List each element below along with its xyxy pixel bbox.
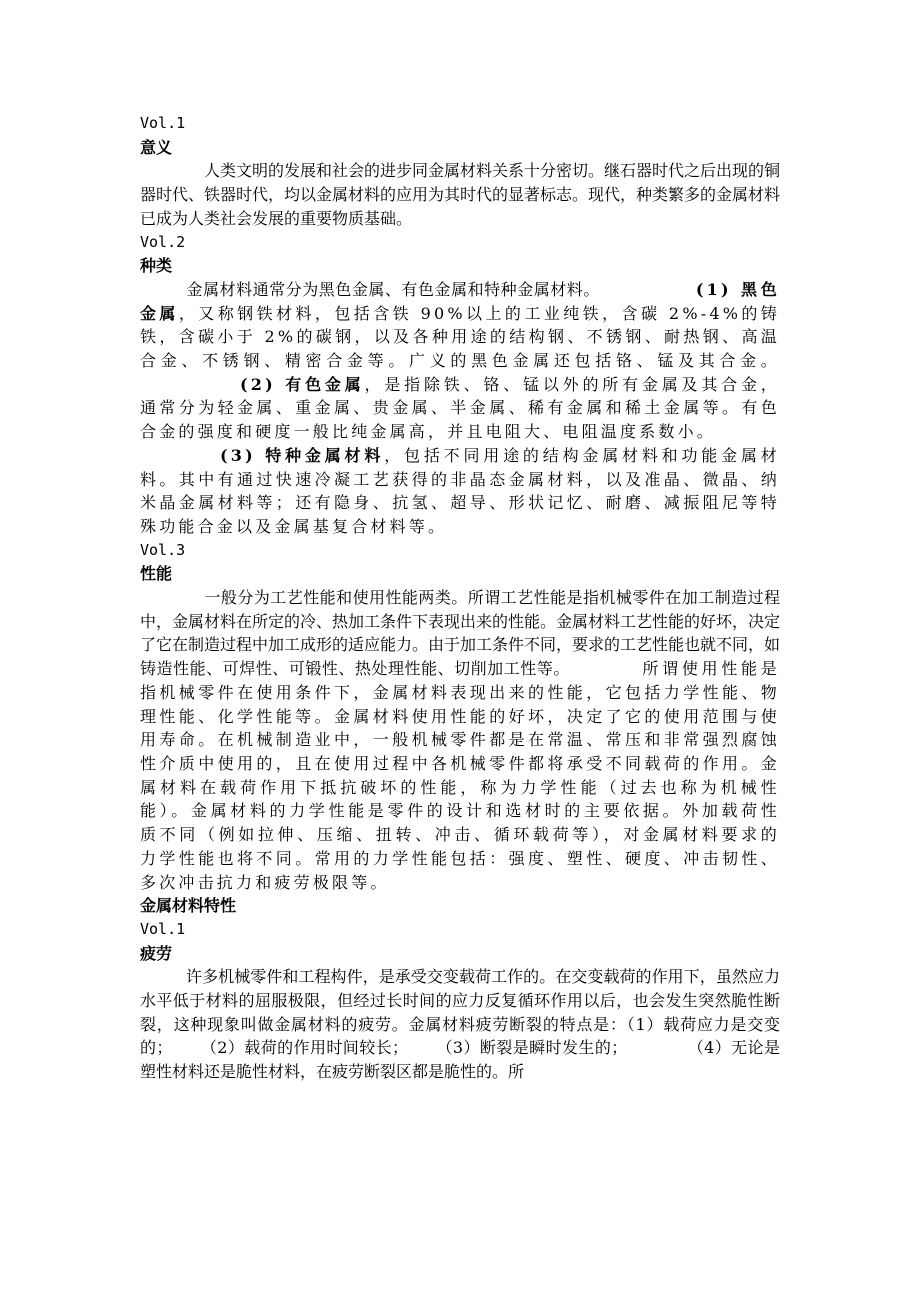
- section-heading: 金属材料特性: [140, 896, 237, 916]
- term: (3) 特种金属材料: [220, 445, 385, 465]
- paragraph: [140, 586, 780, 894]
- term: (1) 黑色金属: [140, 279, 780, 323]
- paragraph-text: 许多机械零件和工程构件，是承受交变载荷工作的。在交变载荷的作用下，虽然应力水平低于材料的屈服极限，但经过长时间的应力反复循环作用以后，也会发生突然脆性断裂，这种现象叫做金属材料的疲劳。金属材料疲劳断裂的特点是：: [140, 967, 780, 1034]
- section-title: 性能: [140, 564, 173, 584]
- paragraph: [140, 444, 780, 539]
- document-body: [140, 112, 780, 1084]
- list-item: （2）载荷的作用时间较长；: [200, 1038, 409, 1058]
- paragraph-text: ，包括不同用途的结构金属材料和功能金属材料。其中有通过快速冷凝工艺获得的非晶态金属材料，以及准晶、微晶、纳米晶金属材料等；还有隐身、抗氢、超导、形状记忆、耐磨、减振阻尼等特殊功能合金以及金属基复合材料等。: [140, 445, 780, 536]
- paragraph: [140, 278, 780, 444]
- paragraph-text: 所谓使用性能是指机械零件在使用条件下，金属材料表现出来的性能，它包括力学性能、物理性能、化学性能等。金属材料使用性能的好坏，决定了它的使用范围与使用寿命。在机械制造业中，一般机械零件都是在常温、常压和非常强烈腐蚀性介质中使用的，且在使用过程中各机械零件都将承受不同载荷的作用。金属材料在载荷作用下抵抗破坏的性能，称为力学性能（过去也称为机械性能）。金属材料的力学性能是零件的设计和选材时的主要依据。外加载荷性质不同（例如拉伸、压缩、扭转、冲击、循环载荷等），对金属材料要求的力学性能也将不同。常用的力学性能包括：强度、塑性、硬度、冲击韧性、多次冲击抗力和疲劳极限等。: [140, 659, 780, 892]
- section-title: 意义: [140, 137, 173, 157]
- volume-label: Vol.2: [140, 232, 186, 251]
- list-item: （1）载荷应力是交变的；: [140, 1014, 780, 1058]
- paragraph-text: 金属材料通常分为黑色金属、有色金属和特种金属材料。: [186, 279, 600, 299]
- paragraph-text: 一般分为工艺性能和使用性能两类。所谓工艺性能是指机械零件在加工制造过程中，金属材料在所定的冷、热加工条件下表现出来的性能。金属材料工艺性能的好坏，决定了它在制造过程中加工成形的适应能力。由于加工条件不同，要求的工艺性能也就不同，如铸造性能、可焊性、可锻性、热处理性能、切削加工性等。: [140, 588, 781, 679]
- paragraph: [140, 965, 780, 1084]
- volume-label: Vol.1: [140, 919, 186, 938]
- paragraph: [140, 159, 780, 230]
- list-item: （4）无论是塑性材料还是脆性材料，在疲劳断裂区都是脆性的。所: [140, 1038, 780, 1082]
- term: (2) 有色金属: [240, 374, 365, 394]
- paragraph-text: ，是指除铁、铬、锰以外的所有金属及其合金，通常分为轻金属、重金属、贵金属、半金属、稀有金属和稀土金属等。有色合金的强度和硬度一般比纯金属高，并且电阻大、电阻温度系数小。: [140, 374, 780, 442]
- paragraph-text: ，又称钢铁材料，包括含铁 90%以上的工业纯铁，含碳 2%-4%的铸铁，含碳小于 2%的碳钢，以及各种用途的结构钢、不锈钢、耐热钢、高温合金、不锈钢、精密合金等。广义的黑色金属还包括铬、锰及其合金。: [140, 303, 780, 371]
- section-title: 种类: [140, 256, 173, 276]
- list-item: （3）断裂是瞬时发生的；: [436, 1038, 628, 1058]
- section-title: 疲劳: [140, 943, 173, 963]
- volume-label: Vol.1: [140, 114, 186, 132]
- paragraph-text: 人类文明的发展和社会的进步同金属材料关系十分密切。继石器时代之后出现的铜器时代、铁器时代，均以金属材料的应用为其时代的显著标志。现代，种类繁多的金属材料已成为人类社会发展的重要物质基础。: [140, 161, 781, 228]
- volume-label: Vol.3: [140, 540, 186, 559]
